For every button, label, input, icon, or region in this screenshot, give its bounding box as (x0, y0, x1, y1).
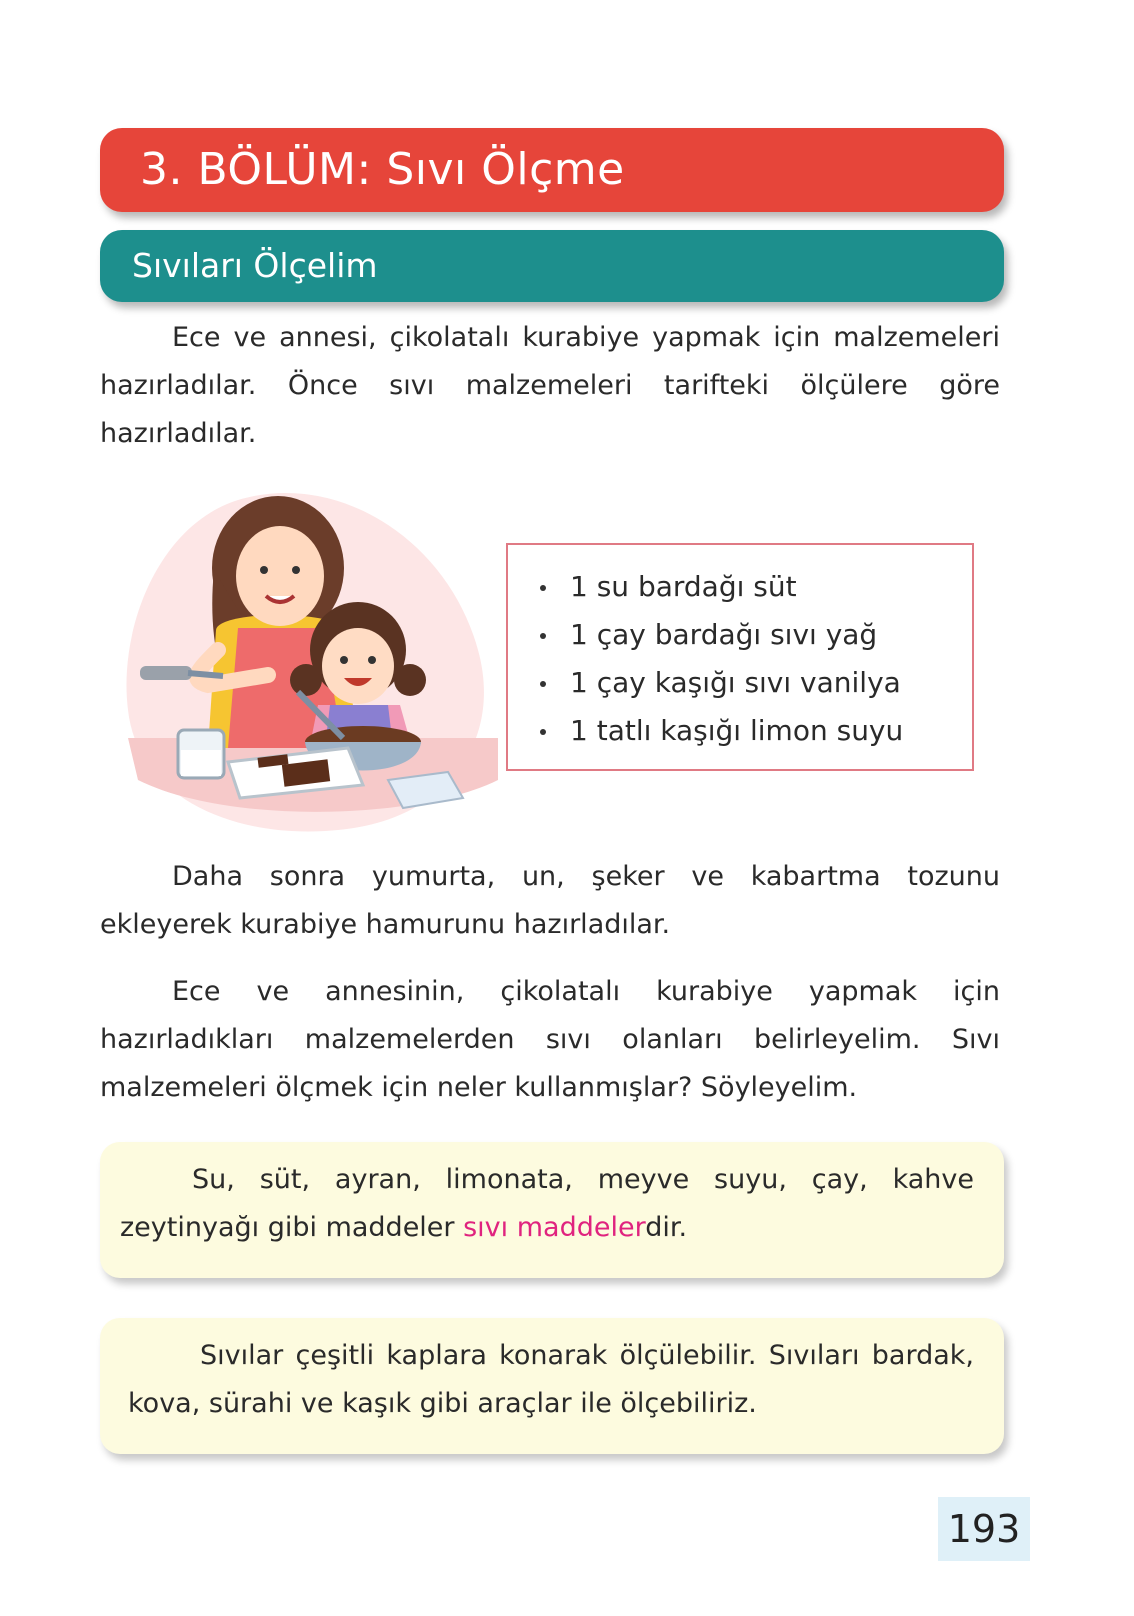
mother-daughter-baking-illustration (118, 480, 498, 840)
paragraph-2: Daha sonra yumurta, un, şeker ve kabartma tozunu ekleyerek kurabiye hamurunu hazırladılar. (100, 861, 1000, 940)
ingredient-item: 1 tatlı kaşığı limon suyu (534, 707, 972, 755)
ingredients-list-box (506, 543, 974, 771)
note-1-text-start: Su, süt, ayran, limonata, meyve suyu, çay, kahve zeytinyağı gibi maddeler (120, 1164, 974, 1243)
page-number: 193 (938, 1497, 1030, 1561)
chapter-title: 3. BÖLÜM: Sıvı Ölçme (140, 144, 625, 195)
note-1-text-end: dir. (645, 1212, 688, 1243)
ingredient-item: 1 çay kaşığı sıvı vanilya (534, 659, 972, 707)
intro-paragraph: Ece ve annesi, çikolatalı kurabiye yapmak için malzemeleri hazırladılar. Önce sıvı malzemeleri tarifteki ölçülere göre hazırladılar. (100, 322, 1000, 449)
chapter-title-banner (100, 128, 1004, 212)
liquid-definition-note (100, 1142, 1004, 1278)
paragraph-3: Ece ve annesinin, çikolatalı kurabiye yapmak için hazırladıkları malzemelerden sıvı olanları belirleyelim. Sıvı malzemeleri ölçmek için neler kullanmışlar? Söyleyelim. (100, 976, 1000, 1103)
liquid-measuring-note (100, 1318, 1004, 1454)
ingredients-list (508, 545, 972, 755)
highlighted-term: sıvı maddeler (463, 1212, 646, 1243)
ingredient-item: 1 su bardağı süt (534, 563, 972, 611)
section-title-banner (100, 230, 1004, 302)
section-title: Sıvıları Ölçelim (132, 246, 378, 285)
note-2-text: Sıvılar çeşitli kaplara konarak ölçülebilir. Sıvıları bardak, kova, sürahi ve kaşık gibi araçlar ile ölçebiliriz. (128, 1340, 974, 1419)
note-1-text (120, 1156, 974, 1252)
ingredient-item: 1 çay bardağı sıvı yağ (534, 611, 972, 659)
